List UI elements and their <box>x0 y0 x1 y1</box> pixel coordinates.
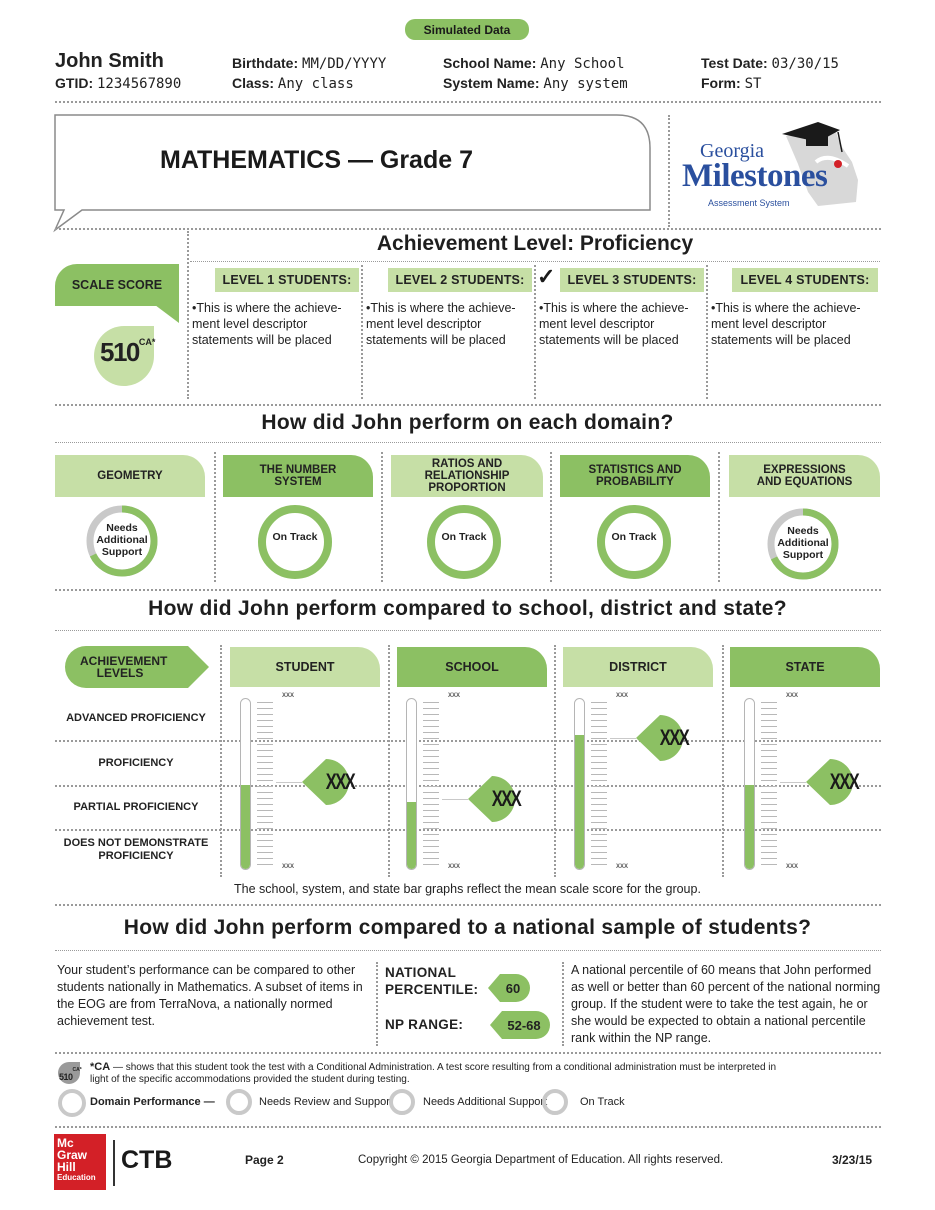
divider <box>55 404 881 406</box>
system-label: System Name: <box>443 75 540 91</box>
achievement-heading: Achievement Level: Proficiency <box>376 232 694 255</box>
scale-score-value <box>100 337 155 368</box>
percentile-value: 60 <box>505 981 521 996</box>
gauge-tick-label: XXX <box>448 693 461 699</box>
gauge-ticks <box>257 702 273 866</box>
divider <box>55 740 881 742</box>
level-1-header <box>215 268 359 292</box>
gtid-value: 1234567890 <box>97 76 182 92</box>
birthdate-label: Birthdate: <box>232 55 299 71</box>
scale-score-suffix: CA* <box>138 337 156 347</box>
domain-name: THE NUMBER SYSTEM <box>259 464 337 488</box>
column-tab-district <box>563 647 713 687</box>
divider <box>376 962 378 1046</box>
scale-score-number: 510 <box>100 337 139 367</box>
comparison-note: The school, system, and state bar graphs reflect the mean scale score for the group. <box>234 882 701 896</box>
divider <box>214 452 216 582</box>
level-4-label: LEVEL 4 STUDENTS: <box>740 273 870 287</box>
mcgraw-mc: Mc <box>57 1136 74 1150</box>
gauge-fill <box>241 785 250 869</box>
testdate-label: Test Date: <box>701 55 768 71</box>
np-range-label: NP RANGE: <box>385 1017 464 1032</box>
gauge-marker-label: XXX <box>659 725 689 750</box>
divider <box>55 904 881 906</box>
ca-badge-value <box>59 1067 82 1085</box>
divider <box>718 452 720 582</box>
level-2-descriptor: •This is where the achieve-ment level descriptor statements will be placed <box>366 301 516 347</box>
school-value: Any School <box>540 56 625 72</box>
testdate-row <box>701 55 839 72</box>
mcgraw-education: Education <box>57 1173 96 1182</box>
divider <box>668 115 670 227</box>
gauge-tube <box>406 698 417 870</box>
gauge-tick-label: XXX <box>616 693 629 699</box>
form-value: ST <box>744 76 762 92</box>
on-track-icon <box>542 1089 568 1115</box>
domain-status: Needs Additional Support <box>96 522 148 558</box>
ca-footnote <box>90 1061 790 1086</box>
row-label-proficiency: PROFICIENCY <box>98 757 174 769</box>
gauge-tick-label: XXX <box>448 864 461 870</box>
testdate-value: 03/30/15 <box>771 56 839 72</box>
domain-tab-ratios <box>391 455 543 497</box>
divider <box>55 228 881 230</box>
percentile-label: NATIONAL PERCENTILE: <box>385 965 479 997</box>
domain-name: EXPRESSIONS AND EQUATIONS <box>756 464 853 488</box>
level-1-descriptor: •This is where the achieve-ment level descriptor statements will be placed <box>192 301 342 347</box>
scale-score-tab-point <box>155 305 179 323</box>
national-left-text: Your student’s performance can be compared to other students nationally in Mathematics. A subset of items in the EOG are from TerraNova, a nationally normed achievement test. <box>57 963 363 1028</box>
divider <box>55 101 881 103</box>
gauge-ticks <box>591 702 607 866</box>
gtid-row <box>55 75 181 92</box>
level-4-header <box>732 268 878 292</box>
row-label-does-not-demonstrate: DOES NOT DEMONSTRATE PROFICIENCY <box>63 837 209 862</box>
gauge-tick-label: XXX <box>786 693 799 699</box>
divider <box>190 261 880 262</box>
student-name: John Smith <box>55 50 164 72</box>
divider <box>361 265 363 399</box>
domain-performance-icon <box>58 1089 86 1117</box>
column-tab-state <box>730 647 880 687</box>
banner-text: Simulated Data <box>423 22 511 37</box>
logo-georgia: Georgia <box>700 140 765 162</box>
gauge-fill <box>575 735 584 869</box>
logo-separator <box>113 1140 115 1186</box>
divider <box>722 645 724 877</box>
copyright: Copyright © 2015 Georgia Department of Education. All rights reserved. <box>358 1154 724 1166</box>
column-tab-school <box>397 647 547 687</box>
ca-text: — shows that this student took the test with a Conditional Administration. A test score resulting from a conditional administration must be interpreted in light of the specific accommodations provided the student during testing. <box>90 1062 777 1085</box>
domain-name: STATISTICS AND PROBABILITY <box>588 464 682 488</box>
mcgraw-hill-logo <box>54 1134 106 1190</box>
gauge-tick-label: XXX <box>616 864 629 870</box>
column-tab-student <box>230 647 380 687</box>
gauge-tick-label: XXX <box>786 864 799 870</box>
divider <box>388 645 390 877</box>
form-row <box>701 75 761 92</box>
divider <box>55 950 881 951</box>
legend-needs-review: Needs Review and Support <box>259 1096 393 1108</box>
gauge-fill <box>745 785 754 869</box>
divider <box>55 589 881 591</box>
national-heading: How did John perform compared to a national sample of students? <box>123 916 812 939</box>
column-name: SCHOOL <box>445 660 499 674</box>
divider <box>55 630 881 631</box>
school-row <box>443 55 625 72</box>
level-3-descriptor: •This is where the achieve-ment level descriptor statements will be placed <box>539 301 689 347</box>
needs-additional-icon <box>389 1089 415 1115</box>
domain-performance-label: Domain Performance — <box>90 1096 215 1108</box>
simulated-data-banner <box>405 19 529 40</box>
gauge-connector <box>276 782 302 783</box>
footer-date: 3/23/15 <box>832 1153 873 1167</box>
gauge-tube <box>240 698 251 870</box>
level-3-label: LEVEL 3 STUDENTS: <box>567 273 697 287</box>
mcgraw-hill: Hill <box>57 1160 76 1174</box>
needs-review-icon <box>226 1089 252 1115</box>
gtid-label: GTID: <box>55 75 94 91</box>
class-value: Any class <box>277 76 354 92</box>
birthdate-value: MM/DD/YYYY <box>302 56 387 72</box>
level-2-label: LEVEL 2 STUDENTS: <box>395 273 525 287</box>
gauge-fill <box>407 802 416 869</box>
ca-badge-suffix: CA* <box>72 1067 82 1073</box>
divider <box>187 231 189 399</box>
form-label: Form: <box>701 75 741 91</box>
logo-milestones: Milestones <box>682 158 828 194</box>
level-1-label: LEVEL 1 STUDENTS: <box>222 273 352 287</box>
system-value: Any system <box>543 76 628 92</box>
class-row <box>232 75 354 92</box>
gauge-tick-label: XXX <box>282 864 295 870</box>
ca-badge-number: 510 <box>59 1072 73 1082</box>
scale-score-tab <box>55 264 179 306</box>
level-4-descriptor: •This is where the achieve-ment level descriptor statements will be placed <box>711 301 861 347</box>
domain-status: On Track <box>611 531 657 543</box>
domain-status: On Track <box>272 531 318 543</box>
divider <box>706 265 708 399</box>
national-right-text: A national percentile of 60 means that John performed as well or better than 60 percent of the national norming group. If the student were to take the test again, he or she would be expected to obtain a national percentile rank within the NP range. <box>571 963 881 1045</box>
row-label-partial: PARTIAL PROFICIENCY <box>73 801 199 813</box>
level-2-header <box>388 268 532 292</box>
domain-status: On Track <box>441 531 487 543</box>
divider <box>381 452 383 582</box>
ctb-logo: CTB <box>121 1146 173 1174</box>
domain-tab-geometry <box>55 455 205 497</box>
gauge-tube <box>574 698 585 870</box>
divider <box>562 962 564 1046</box>
domain-name: RATIOS AND RELATIONSHIP PROPORTION <box>424 458 510 494</box>
column-name: STATE <box>785 660 825 674</box>
gauge-marker-label: XXX <box>325 769 355 794</box>
divider <box>550 452 552 582</box>
mcgraw-graw: Graw <box>57 1148 88 1162</box>
ca-label: *CA <box>90 1061 111 1073</box>
georgia-milestones-logo <box>676 118 886 218</box>
gauge-tick-label: XXX <box>282 693 295 699</box>
level-3-header <box>560 268 704 292</box>
check-icon: ✓ <box>537 264 556 289</box>
gauge-ticks <box>761 702 777 866</box>
legend-on-track: On Track <box>580 1096 625 1108</box>
domain-tab-number-system <box>223 455 373 497</box>
gauge-connector <box>442 799 468 800</box>
system-row <box>443 75 628 92</box>
gauge-marker-label: XXX <box>491 786 521 811</box>
domain-tab-expressions <box>729 455 880 497</box>
logo-assessment-system: Assessment System <box>708 198 790 208</box>
divider <box>55 829 881 831</box>
row-label-advanced: ADVANCED PROFICIENCY <box>66 712 206 724</box>
comparison-heading: How did John perform compared to school, district and state? <box>148 597 787 620</box>
divider <box>534 265 536 399</box>
gauge-connector <box>780 782 806 783</box>
birthdate-row <box>232 55 386 72</box>
school-label: School Name: <box>443 55 537 71</box>
divider <box>55 1052 881 1054</box>
divider <box>55 1126 881 1128</box>
domains-heading: How did John perform on each domain? <box>261 411 674 434</box>
page-number: Page 2 <box>245 1153 284 1167</box>
gauge-tube <box>744 698 755 870</box>
achievement-levels-label: ACHIEVEMENT LEVELS <box>80 654 168 680</box>
gauge-connector <box>610 738 636 739</box>
divider <box>554 645 556 877</box>
column-name: DISTRICT <box>609 660 667 674</box>
domain-status: Needs Additional Support <box>777 525 829 561</box>
page-title: MATHEMATICS — Grade 7 <box>160 146 473 174</box>
class-label: Class: <box>232 75 275 91</box>
np-range-value: 52-68 <box>507 1018 541 1033</box>
column-name: STUDENT <box>275 660 335 674</box>
domain-name: GEOMETRY <box>97 470 163 482</box>
gauge-ticks <box>423 702 439 866</box>
domain-tab-statistics <box>560 455 710 497</box>
gauge-marker-label: XXX <box>829 769 859 794</box>
divider <box>55 442 881 443</box>
scale-score-label: SCALE SCORE <box>71 278 163 292</box>
legend-needs-additional: Needs Additional Support <box>423 1096 548 1108</box>
